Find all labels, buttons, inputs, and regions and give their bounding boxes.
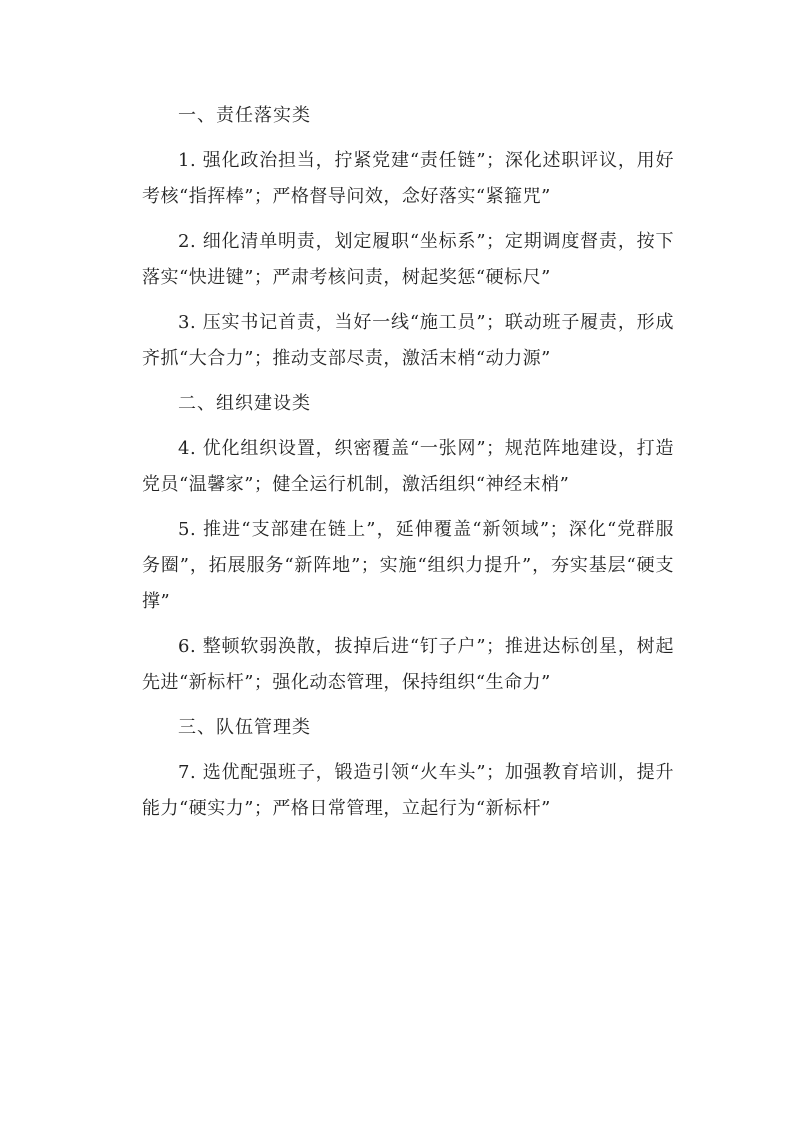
paragraph-item-7: 7. 选优配强班子，锻造引领“火车头”；加强教育培训，提升能力“硬实力”；严格日常管理，立起行为“新标杆” [142, 762, 674, 819]
paragraph-item-3: 3. 压实书记首责，当好一线“施工员”；联动班子履责，形成齐抓“大合力”；推动支部尽责，激活末梢“动力源” [142, 312, 674, 369]
paragraph-item-2: 2. 细化清单明责，划定履职“坐标系”；定期调度督责，按下落实“快进键”；严肃考核问责，树起奖惩“硬标尺” [142, 231, 674, 288]
paragraph-item-6: 6. 整顿软弱涣散，拔掉后进“钉子户”；推进达标创星，树起先进“新标杆”；强化动态管理，保持组织“生命力” [142, 636, 674, 693]
section-heading-organization: 二、组织建设类 [178, 393, 311, 414]
section-heading-team-management: 三、队伍管理类 [178, 717, 311, 738]
section-heading-responsibility: 一、责任落实类 [178, 105, 311, 126]
paragraph-item-4: 4. 优化组织设置，织密覆盖“一张网”；规范阵地建设，打造党员“温馨家”；健全运行机制，激活组织“神经末梢” [142, 438, 674, 495]
document-body [142, 98, 674, 836]
paragraph-item-1: 1. 强化政治担当，拧紧党建“责任链”；深化述职评议，用好考核“指挥棒”；严格督导问效，念好落实“紧箍咒” [142, 150, 674, 207]
paragraph-item-5: 5. 推进“支部建在链上”，延伸覆盖“新领域”；深化“党群服务圈”，拓展服务“新阵地”；实施“组织力提升”，夯实基层“硬支撑” [142, 519, 674, 612]
